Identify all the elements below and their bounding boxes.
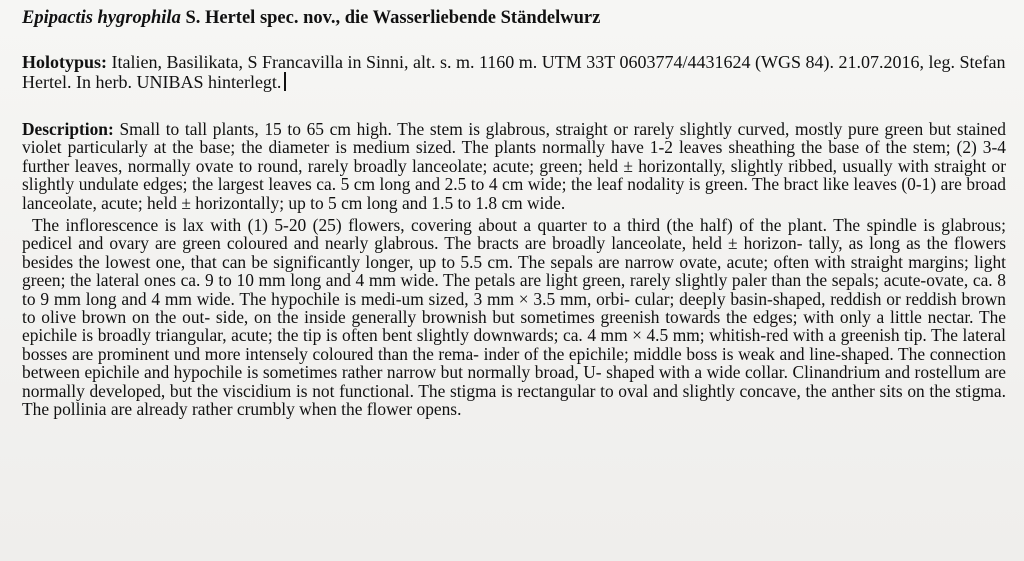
description-text: Small to tall plants, 15 to 65 cm high. The stem is glabrous, straight or rarely slightly curved, mostly pure green but stained violet particularly at the base; the diameter is medium sized. The plants normally have 1-2 leaves sheathing the base of the stem; (2) 3-4 further leaves, normally ovate to round, rarely broadly lanceolate; acute; green; held ± horizontally, slightly ribbed, usually with straight or slightly undulate edges; the largest leaves ca. 5 cm long and 2.5 to 4 cm wide; the leaf nodality is green. The bract like leaves (0-1) are broad lanceolate, acute; held ± horizontally; up to 5 cm long and 1.5 to 1.8 cm wide.: [22, 119, 1006, 213]
species-name: Epipactis hygrophila: [22, 8, 181, 28]
holotype-paragraph: [22, 52, 1006, 92]
species-author: S. Hertel spec. nov., die Wasserliebende Ständelwurz: [180, 8, 601, 28]
holotype-label: Holotypus:: [22, 52, 108, 72]
text-cursor: [284, 72, 286, 91]
holotype-text: Italien, Basilikata, S Francavilla in Sinni, alt. s. m. 1160 m. UTM 33T 0603774/4431624 (WGS 84). 21.07.2016, leg. Stefan Hertel. In herb. UNIBAS hinterlegt.: [22, 52, 1006, 92]
description-label: Description:: [22, 119, 114, 139]
description-paragraph: [22, 120, 1006, 212]
species-title: [22, 8, 1006, 28]
inflorescence-paragraph: The inflorescence is lax with (1) 5-20 (25) flowers, covering about a quarter to a third (the half) of the plant. The spindle is glabrous; pedicel and ovary are green coloured and nearly glabrous. The bracts are broadly lanceolate, held ± horizon- tally, as long as the flowers besides the lowest one, that can be significantly longer, up to 5.5 cm. The sepals are narrow ovate, acute; often with straight margins; light green; the lateral ones ca. 9 to 10 mm long and 4 mm wide. The petals are light green, rarely slightly paler than the sepals; acute-ovate, ca. 8 to 9 mm long and 4 mm wide. The hypochile is medi-um sized, 3 mm × 3.5 mm, orbi- cular; deeply basin-shaped, reddish or reddish brown to olive brown on the out- side, on the inside generally brownish but sometimes greenish towards the edges; with only a little nectar. The epichile is broadly triangular, acute; the tip is often bent slightly downwards; ca. 4 mm × 4.5 mm; whitish-red with a greenish tip. The lateral bosses are prominent und more intensely coloured than the rema- inder of the epichile; middle boss is weak and line-shaped. The connection between epichile and hypochile is sometimes rather narrow but normally broad, U- shaped with a wide collar. Clinandrium and rostellum are normally developed, but the viscidium is not functional. The stigma is rectangular to oval and slightly concave, the anther sits on the stigma. The pollinia are already rather crumbly when the flower opens.: [22, 215, 1006, 420]
